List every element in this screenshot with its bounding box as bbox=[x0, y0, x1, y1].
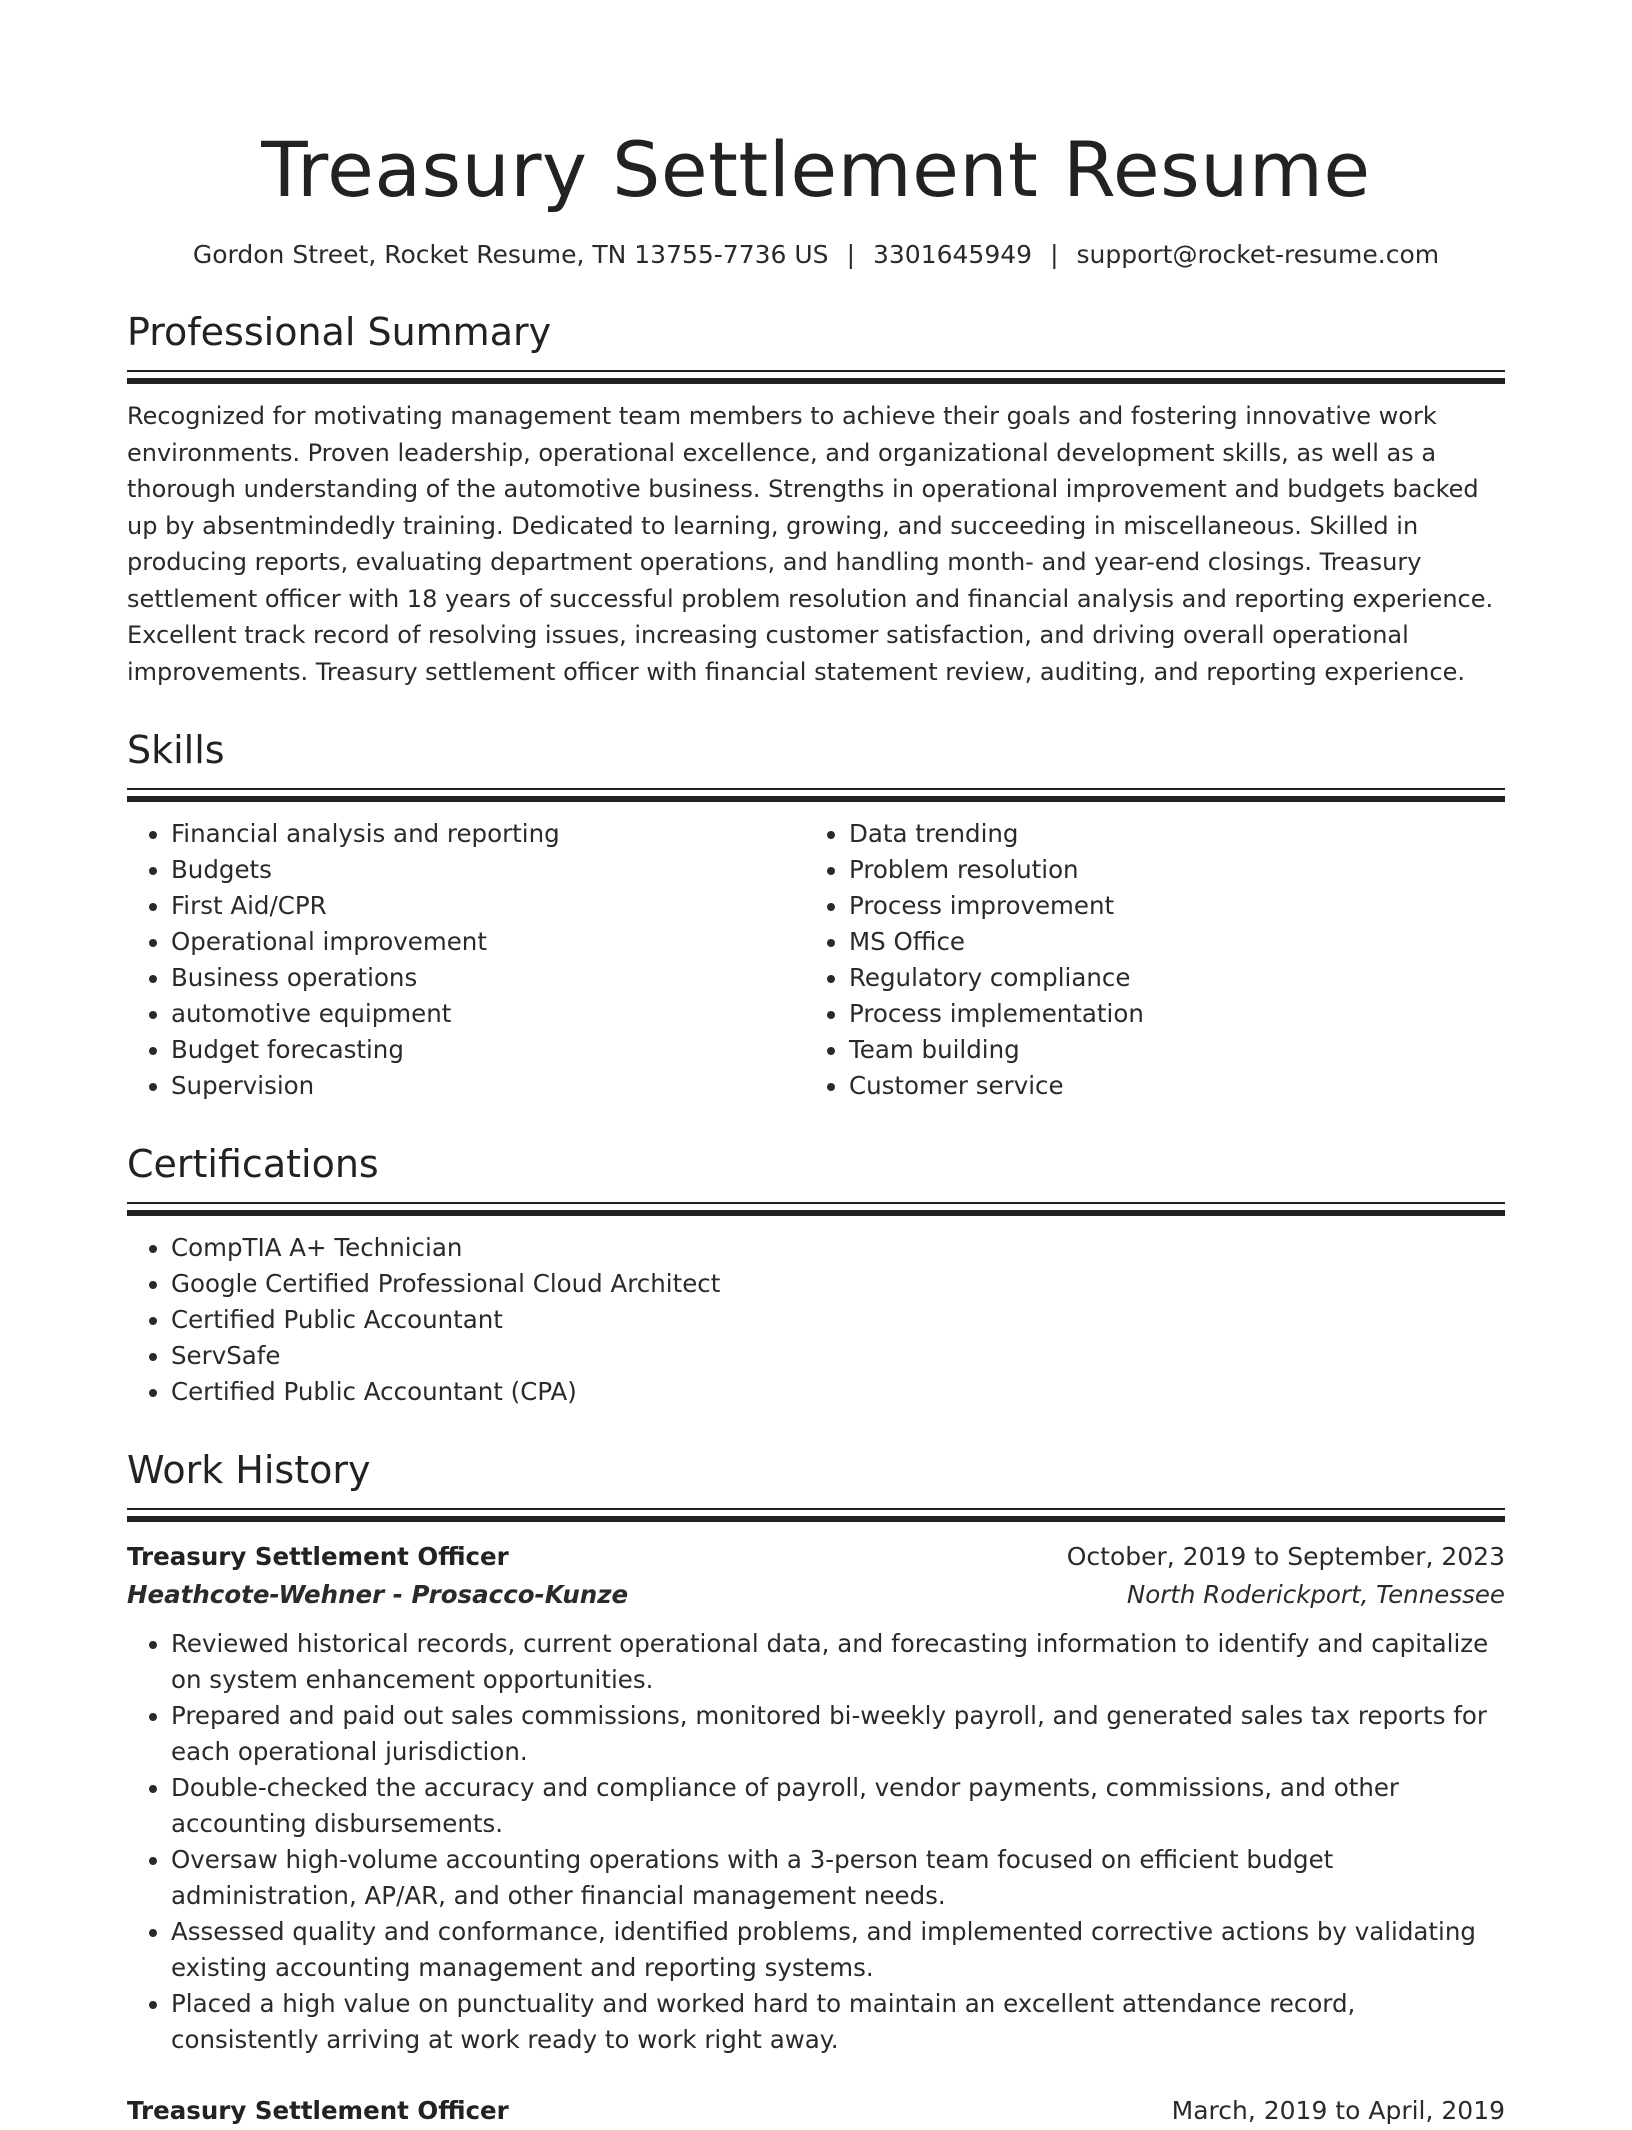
skill-item: • MS Office bbox=[849, 924, 1483, 960]
job-title: Treasury Settlement Officer bbox=[127, 2096, 509, 2125]
contact-phone: 3301645949 bbox=[873, 240, 1033, 269]
responsibility-item: • Double-checked the accuracy and compliance of payroll, vendor payments, commissions, and other accounting disbursements. bbox=[171, 1770, 1505, 1842]
job-company: Heathcote-Wehner - Prosacco-Kunze bbox=[127, 1580, 629, 1609]
skill-item: • Customer service bbox=[849, 1068, 1483, 1104]
contact-email: support@rocket-resume.com bbox=[1076, 240, 1440, 269]
responsibility-item: • Reviewed historical records, current operational data, and forecasting information to identify and capitalize on system enhancement opportunities. bbox=[171, 1626, 1505, 1698]
section-heading-skills: Skills bbox=[127, 728, 225, 772]
summary-text: Recognized for motivating management team members to achieve their goals and fostering innovative work environments. Proven leadership, operational excellence, and organizational development skills, as well as a thorough understanding of the automotive business. Strengths in operational improvement and budgets backed up by absentmindedly training. Dedicated to learning, growing, and succeeding in miscellaneous. Skilled in producing reports, evaluating department operations, and handling month- and year-end closings. Treasury settlement officer with 18 years of successful problem resolution and financial analysis and reporting experience. Excellent track record of resolving issues, increasing customer satisfaction, and driving overall operational improvements. Treasury settlement officer with financial statement review, auditing, and reporting experience. bbox=[127, 402, 1494, 686]
job-entry bbox=[127, 1538, 1505, 2058]
skill-item: • First Aid/CPR bbox=[171, 888, 805, 924]
job-title: Treasury Settlement Officer bbox=[127, 1542, 509, 1571]
contact-separator: | bbox=[846, 240, 855, 269]
skills-column-left bbox=[127, 816, 805, 1104]
skill-item: • Problem resolution bbox=[849, 852, 1483, 888]
skills-column-right bbox=[805, 816, 1483, 1104]
certification-item: • Certified Public Accountant bbox=[171, 1302, 1505, 1338]
section-divider bbox=[127, 1202, 1505, 1216]
skill-item: • Regulatory compliance bbox=[849, 960, 1483, 996]
work-history-section bbox=[127, 1446, 1505, 2130]
responsibility-item: • Placed a high value on punctuality and worked hard to maintain an excellent attendance record, consistently arriving at work ready to work right away. bbox=[171, 1986, 1505, 2058]
section-heading-summary: Professional Summary bbox=[127, 310, 552, 354]
responsibility-item: • Oversaw high-volume accounting operations with a 3-person team focused on efficient budget administration, AP/AR, and other financial management needs. bbox=[171, 1842, 1505, 1914]
contact-address: Gordon Street, Rocket Resume, TN 13755-7736 US bbox=[192, 240, 829, 269]
section-heading-certifications: Certifications bbox=[127, 1142, 379, 1186]
contact-separator: | bbox=[1050, 240, 1059, 269]
section-divider bbox=[127, 370, 1505, 384]
responsibility-item: • Prepared and paid out sales commissions, monitored bi-weekly payroll, and generated sales tax reports for each operational jurisdiction. bbox=[171, 1698, 1505, 1770]
skill-item: • Financial analysis and reporting bbox=[171, 816, 805, 852]
certification-item: • ServSafe bbox=[171, 1338, 1505, 1374]
certifications-section bbox=[127, 1140, 1505, 1410]
job-responsibilities bbox=[127, 1626, 1505, 2058]
job-entry bbox=[127, 2092, 1505, 2130]
certification-item: • Google Certified Professional Cloud Architect bbox=[171, 1266, 1505, 1302]
section-divider bbox=[127, 1508, 1505, 1522]
skills-section bbox=[127, 726, 1505, 1104]
skill-item: • automotive equipment bbox=[171, 996, 805, 1032]
skill-item: • Business operations bbox=[171, 960, 805, 996]
skill-item: • Process implementation bbox=[849, 996, 1483, 1032]
page-title: Treasury Settlement Resume bbox=[261, 125, 1371, 214]
responsibility-item: • Assessed quality and conformance, identified problems, and implemented corrective actions by validating existing accounting management and reporting systems. bbox=[171, 1914, 1505, 1986]
contact-line bbox=[127, 238, 1505, 272]
summary-section bbox=[127, 308, 1505, 690]
skill-item: • Operational improvement bbox=[171, 924, 805, 960]
job-dates: October, 2019 to September, 2023 bbox=[1066, 1542, 1505, 1571]
skill-item: • Budget forecasting bbox=[171, 1032, 805, 1068]
job-location: North Roderickport, Tennessee bbox=[1126, 1580, 1505, 1609]
skills-grid bbox=[127, 816, 1505, 1104]
section-divider bbox=[127, 788, 1505, 802]
certifications-list bbox=[127, 1230, 1505, 1410]
certification-item: • CompTIA A+ Technician bbox=[171, 1230, 1505, 1266]
certification-item: • Certified Public Accountant (CPA) bbox=[171, 1374, 1505, 1410]
job-dates: March, 2019 to April, 2019 bbox=[1171, 2096, 1505, 2125]
skill-item: • Team building bbox=[849, 1032, 1483, 1068]
section-heading-work-history: Work History bbox=[127, 1448, 371, 1492]
skill-item: • Data trending bbox=[849, 816, 1483, 852]
skill-item: • Budgets bbox=[171, 852, 805, 888]
skill-item: • Supervision bbox=[171, 1068, 805, 1104]
skill-item: • Process improvement bbox=[849, 888, 1483, 924]
